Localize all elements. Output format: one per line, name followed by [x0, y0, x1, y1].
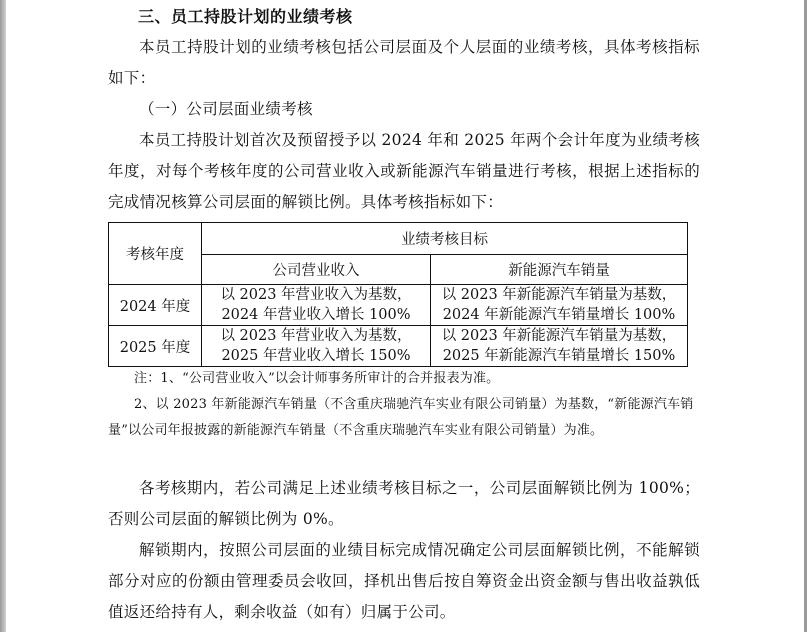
sales-line-2: 2024 年新能源汽车销量增长 100% [442, 307, 676, 323]
intro-paragraph: 本员工持股计划的业绩考核包括公司层面及个人层面的业绩考核，具体考核指标如下： [108, 38, 700, 87]
table-note-2: 2、以 2023 年新能源汽车销量（不含重庆瑞驰汽车实业有限公司销量）为基数，“新能源汽车销量”以公司年报披露的新能源汽车销量（不含重庆瑞驰汽车实业有限公司销量）为准。 [108, 397, 694, 438]
sales-line-1: 以 2023 年新能源汽车销量为基数， [441, 287, 677, 303]
revenue-line-2: 2025 年营业收入增长 150% [221, 348, 411, 364]
unlock-period-paragraph: 解锁期内，按照公司层面的业绩目标完成情况确定公司层面解锁比例，不能解锁部分对应的份额由管理委员会收回，择机出售后按自筹资金出资金额与售出收益孰低值返还给持有人，剩余收益（如有）归属于公司。 [108, 541, 700, 621]
header-target: 业绩考核目标 [202, 223, 688, 255]
unlock-ratio-paragraph: 各考核期内，若公司满足上述业绩考核目标之一，公司层面解锁比例为 100%；否则公司层面的解锁比例为 0%。 [108, 479, 700, 528]
table-note-1: 注：1、“公司营业收入”以会计师事务所审计的合并报表为准。 [134, 371, 500, 386]
header-sales: 新能源汽车销量 [431, 255, 688, 285]
row-sales-target [431, 285, 688, 326]
revenue-line-2: 2024 年营业收入增长 100% [221, 307, 411, 323]
window-left-edge [0, 0, 6, 632]
assessment-paragraph: 本员工持股计划首次及预留授予以 2024 年和 2025 年两个会计年度为业绩考核年度，对每个考核年度的公司营业收入或新能源汽车销量进行考核，根据上述指标的完成情况核算公司层面的解锁比例。具体考核指标如下： [108, 131, 700, 211]
row-revenue-target [202, 326, 431, 367]
row-year: 2024 年度 [109, 285, 202, 326]
table-row [109, 326, 688, 367]
sales-line-2: 2025 年新能源汽车销量增长 150% [442, 348, 676, 364]
row-revenue-target [202, 285, 431, 326]
section-heading: 三、员工持股计划的业绩考核 [138, 7, 353, 26]
header-year: 考核年度 [109, 223, 202, 285]
sub-heading: （一）公司层面业绩考核 [139, 100, 313, 118]
sales-line-1: 以 2023 年新能源汽车销量为基数， [441, 328, 677, 344]
table-row [109, 285, 688, 326]
revenue-line-1: 以 2023 年营业收入为基数， [220, 287, 412, 303]
header-revenue: 公司营业收入 [202, 255, 431, 285]
row-sales-target [431, 326, 688, 367]
performance-table [108, 222, 688, 367]
revenue-line-1: 以 2023 年营业收入为基数， [220, 328, 412, 344]
row-year: 2025 年度 [109, 326, 202, 367]
